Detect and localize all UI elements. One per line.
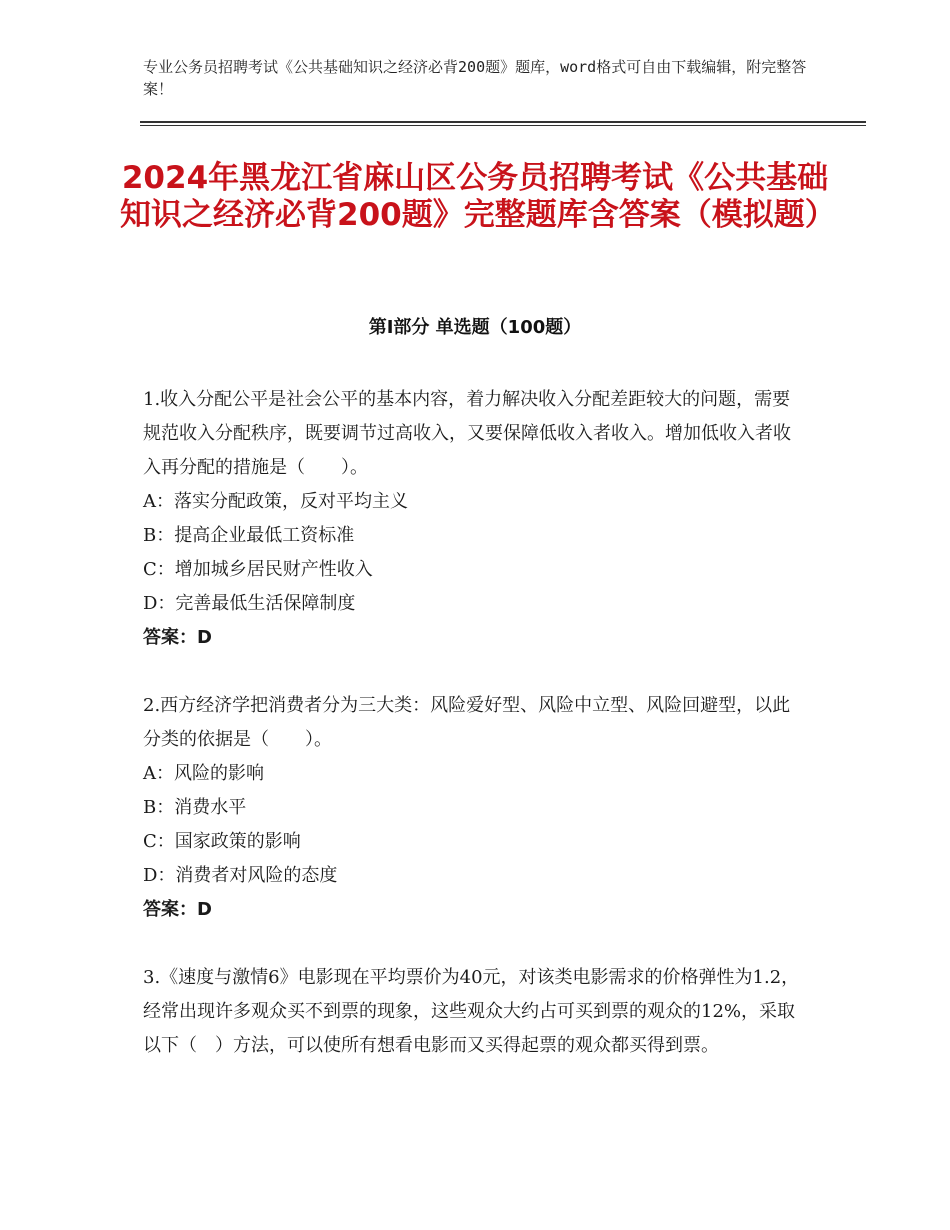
answer-label: 答案：D [143,899,212,920]
option-b: B：消费水平 [143,797,247,818]
question-2 [143,689,807,927]
question-1 [143,383,807,655]
header-divider-thin [140,125,866,126]
header-note: 专业公务员招聘考试《公共基础知识之经济必背200题》题库，word格式可自由下载编辑，附完整答案！ [143,58,807,98]
section-heading: 第Ⅰ部分 单选题（100题） [368,317,582,338]
header-divider-thick [140,121,866,123]
option-a: A：风险的影响 [143,763,264,784]
answer-label: 答案：D [143,627,212,648]
question-stem: 3.《速度与激情6》电影现在平均票价为40元，对该类电影需求的价格弹性为1.2，经常出现许多观众买不到票的现象，这些观众大约占可买到票的观众的12%，采取以下（ ）方法，可以使所有想看电影而又买得起票的观众都买得到票。 [143,967,800,1056]
question-list [143,383,807,1097]
option-a: A：落实分配政策，反对平均主义 [143,491,408,512]
question-3 [143,961,807,1063]
document-title: 2024年黑龙江省麻山区公务员招聘考试《公共基础知识之经济必背200题》完整题库含答案（模拟题） [120,160,836,233]
option-b: B：提高企业最低工资标准 [143,525,355,546]
question-stem: 1.收入分配公平是社会公平的基本内容，着力解决收入分配差距较大的问题，需要规范收入分配秩序，既要调节过高收入，又要保障低收入者收入。增加低收入者收入再分配的措施是（ ）。 [143,389,791,478]
option-d: D：消费者对风险的态度 [143,865,338,886]
question-stem: 2.西方经济学把消费者分为三大类：风险爱好型、风险中立型、风险回避型，以此分类的依据是（ ）。 [143,695,791,750]
option-c: C：增加城乡居民财产性收入 [143,559,373,580]
option-d: D：完善最低生活保障制度 [143,593,356,614]
option-c: C：国家政策的影响 [143,831,301,852]
